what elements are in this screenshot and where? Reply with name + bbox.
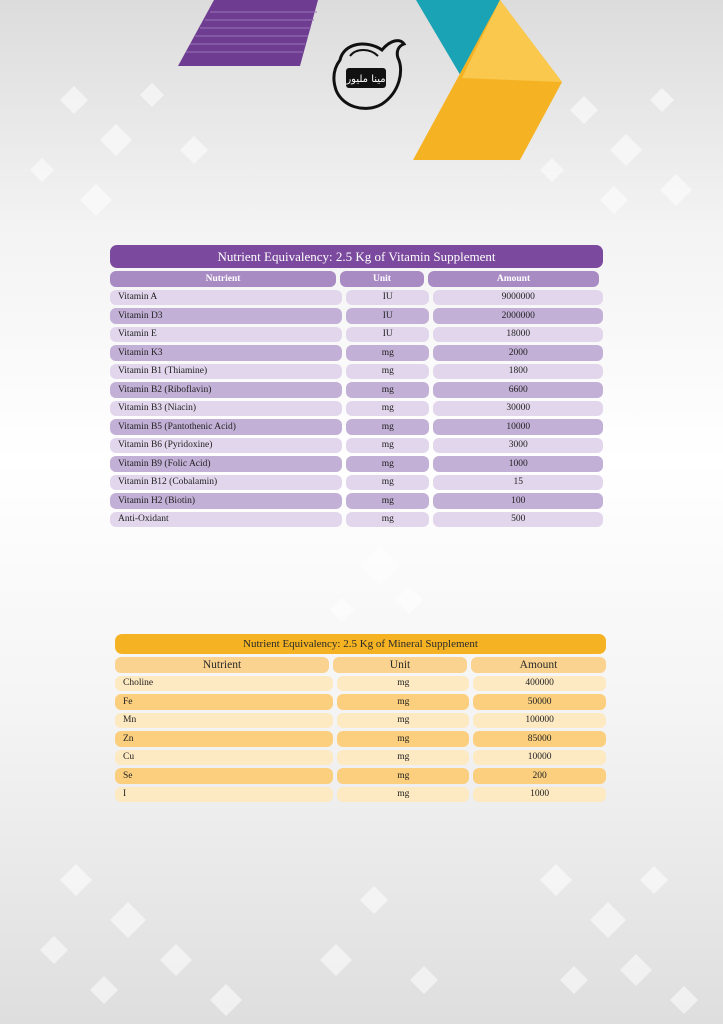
unit-cell: mg — [337, 731, 469, 747]
table-row — [115, 787, 606, 803]
nutrient-cell: Vitamin B5 (Pantothenic Acid) — [110, 419, 342, 435]
unit-cell: mg — [337, 787, 469, 803]
amount-cell: 100 — [433, 493, 603, 509]
unit-cell: IU — [346, 327, 429, 343]
amount-cell: 30000 — [433, 401, 603, 417]
unit-cell: mg — [337, 713, 469, 729]
table-row — [110, 345, 603, 361]
unit-cell: mg — [337, 694, 469, 710]
unit-cell: mg — [346, 475, 429, 491]
table-row — [115, 694, 606, 710]
table-row — [115, 713, 606, 729]
amount-cell: 9000000 — [433, 290, 603, 306]
table-row — [110, 290, 603, 306]
amount-cell: 50000 — [473, 694, 606, 710]
nutrient-cell: Vitamin A — [110, 290, 342, 306]
unit-cell: mg — [346, 401, 429, 417]
nutrient-cell: I — [115, 787, 333, 803]
nutrient-cell: Vitamin B12 (Cobalamin) — [110, 475, 342, 491]
header-amount: Amount — [471, 657, 606, 673]
nutrient-cell: Vitamin B6 (Pyridoxine) — [110, 438, 342, 454]
nutrient-cell: Zn — [115, 731, 333, 747]
table-row — [110, 419, 603, 435]
unit-cell: mg — [346, 382, 429, 398]
amount-cell: 100000 — [473, 713, 606, 729]
unit-cell: mg — [346, 419, 429, 435]
vitamin-table-header — [110, 271, 603, 287]
amount-cell: 200 — [473, 768, 606, 784]
header-unit: Unit — [333, 657, 467, 673]
unit-cell: mg — [346, 438, 429, 454]
header-unit: Unit — [340, 271, 424, 287]
amount-cell: 1000 — [473, 787, 606, 803]
amount-cell: 2000 — [433, 345, 603, 361]
nutrient-cell: Vitamin B3 (Niacin) — [110, 401, 342, 417]
amount-cell: 3000 — [433, 438, 603, 454]
amount-cell: 10000 — [433, 419, 603, 435]
unit-cell: IU — [346, 308, 429, 324]
nutrient-cell: Vitamin B1 (Thiamine) — [110, 364, 342, 380]
amount-cell: 6600 — [433, 382, 603, 398]
table-row — [110, 438, 603, 454]
amount-cell: 15 — [433, 475, 603, 491]
table-row — [110, 308, 603, 324]
nutrient-cell: Anti-Oxidant — [110, 512, 342, 528]
unit-cell: mg — [337, 750, 469, 766]
unit-cell: mg — [346, 364, 429, 380]
vitamin-table — [110, 245, 603, 527]
nutrient-cell: Vitamin D3 — [110, 308, 342, 324]
table-row — [110, 512, 603, 528]
nutrient-cell: Vitamin K3 — [110, 345, 342, 361]
amount-cell: 500 — [433, 512, 603, 528]
amount-cell: 10000 — [473, 750, 606, 766]
table-row — [110, 401, 603, 417]
amount-cell: 2000000 — [433, 308, 603, 324]
nutrient-cell: Vitamin H2 (Biotin) — [110, 493, 342, 509]
nutrient-cell: Vitamin B2 (Riboflavin) — [110, 382, 342, 398]
orange-shape — [413, 0, 562, 160]
unit-cell: mg — [346, 345, 429, 361]
nutrient-cell: Fe — [115, 694, 333, 710]
amount-cell: 85000 — [473, 731, 606, 747]
vitamin-table-title: Nutrient Equivalency: 2.5 Kg of Vitamin Supplement — [110, 245, 603, 268]
table-row — [110, 493, 603, 509]
table-row — [110, 364, 603, 380]
table-row — [115, 750, 606, 766]
table-row — [110, 382, 603, 398]
rooster-logo-icon — [326, 30, 412, 114]
nutrient-cell: Se — [115, 768, 333, 784]
teal-shape — [416, 0, 500, 78]
amount-cell: 400000 — [473, 676, 606, 692]
amount-cell: 1000 — [433, 456, 603, 472]
unit-cell: mg — [346, 493, 429, 509]
unit-cell: mg — [346, 512, 429, 528]
nutrient-cell: Mn — [115, 713, 333, 729]
mineral-table — [115, 634, 606, 802]
nutrient-cell: Vitamin B9 (Folic Acid) — [110, 456, 342, 472]
purple-stripe-shape — [178, 0, 318, 66]
unit-cell: mg — [337, 676, 469, 692]
nutrient-cell: Choline — [115, 676, 333, 692]
table-row — [110, 456, 603, 472]
table-row — [110, 327, 603, 343]
amount-cell: 18000 — [433, 327, 603, 343]
mineral-table-header — [115, 657, 606, 673]
nutrient-cell: Cu — [115, 750, 333, 766]
table-row — [115, 731, 606, 747]
table-row — [115, 768, 606, 784]
unit-cell: mg — [346, 456, 429, 472]
header-amount: Amount — [428, 271, 599, 287]
unit-cell: IU — [346, 290, 429, 306]
amount-cell: 1800 — [433, 364, 603, 380]
header-nutrient: Nutrient — [110, 271, 336, 287]
nutrient-cell: Vitamin E — [110, 327, 342, 343]
table-row — [115, 676, 606, 692]
unit-cell: mg — [337, 768, 469, 784]
mineral-table-title: Nutrient Equivalency: 2.5 Kg of Mineral Supplement — [115, 634, 606, 654]
logo-text: مینا ملیور — [346, 74, 386, 85]
header-nutrient: Nutrient — [115, 657, 329, 673]
table-row — [110, 475, 603, 491]
